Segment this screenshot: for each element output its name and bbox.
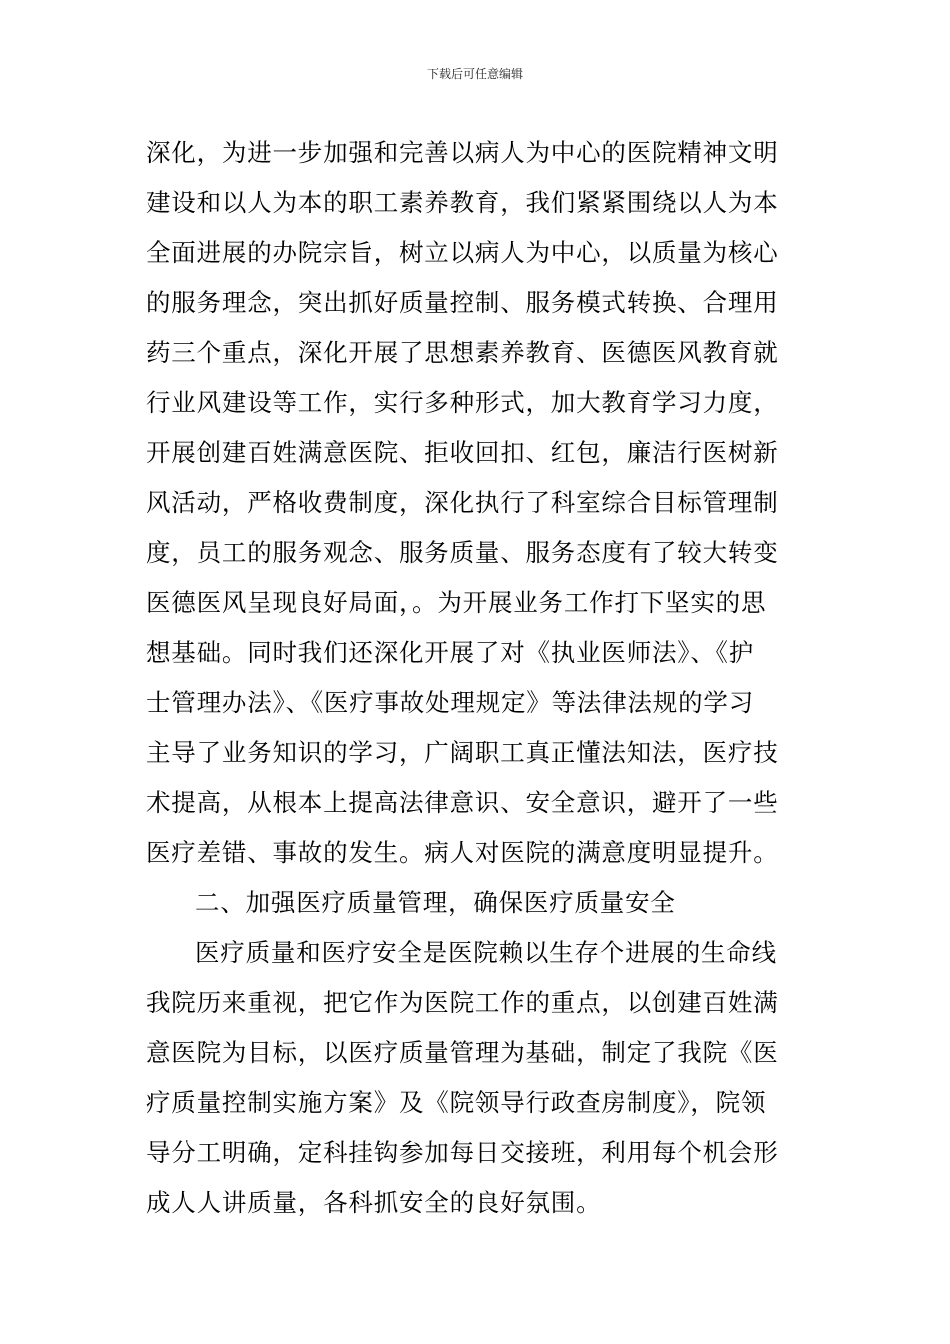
paragraph-first-line: 医疗质量和医疗安全是医院赖以生存个进展的生命线 [195,938,777,967]
text-line: 导分工明确，定科挂钩参加每日交接班，利用每个机会形 [146,1138,779,1167]
text-line: 意医院为目标，以医疗质量管理为基础，制定了我院《医 [146,1038,779,1067]
text-line: 医德医风呈现良好局面，。为开展业务工作打下坚实的思 [146,588,767,617]
text-line: 行业风建设等工作，实行多种形式，加大教育学习力度， [146,388,779,417]
section-heading: 二、加强医疗质量管理，确保医疗质量安全 [195,888,676,917]
text-line: 药三个重点，深化开展了思想素养教育、医德医风教育就 [146,338,779,367]
text-line: 疗质量控制实施方案》及《院领导行政查房制度》，院领 [146,1088,767,1117]
text-line: 开展创建百姓满意医院、拒收回扣、红包，廉洁行医树新 [146,438,779,467]
text-line: 想基础。同时我们还深化开展了对《执业医师法》、《护 [146,638,754,667]
text-line: 成人人讲质量，各科抓安全的良好氛围。 [146,1188,602,1217]
page-header: 下载后可任意编辑 [426,67,523,81]
text-line: 医疗差错、事故的发生。病人对医院的满意度明显提升。 [146,838,779,867]
text-line: 全面进展的办院宗旨，树立以病人为中心，以质量为核心 [146,238,779,267]
text-line: 术提高，从根本上提高法律意识、安全意识，避开了一些 [146,788,779,817]
text-line: 度，员工的服务观念、服务质量、服务态度有了较大转变 [146,538,779,567]
text-line: 风活动，严格收费制度，深化执行了科室综合目标管理制 [146,488,779,517]
text-line: 我院历来重视，把它作为医院工作的重点，以创建百姓满 [146,988,779,1017]
text-line: 建设和以人为本的职工素养教育，我们紧紧围绕以人为本 [146,188,779,217]
text-line: 的服务理念，突出抓好质量控制、服务模式转换、合理用 [146,288,779,317]
document-body [146,128,814,1228]
text-line: 主导了业务知识的学习，广阔职工真正懂法知法，医疗技 [146,738,779,767]
text-line: 士管理办法》、《医疗事故处理规定》等法律法规的学习 [146,688,754,717]
text-line: 深化，为进一步加强和完善以病人为中心的医院精神文明 [146,138,779,167]
